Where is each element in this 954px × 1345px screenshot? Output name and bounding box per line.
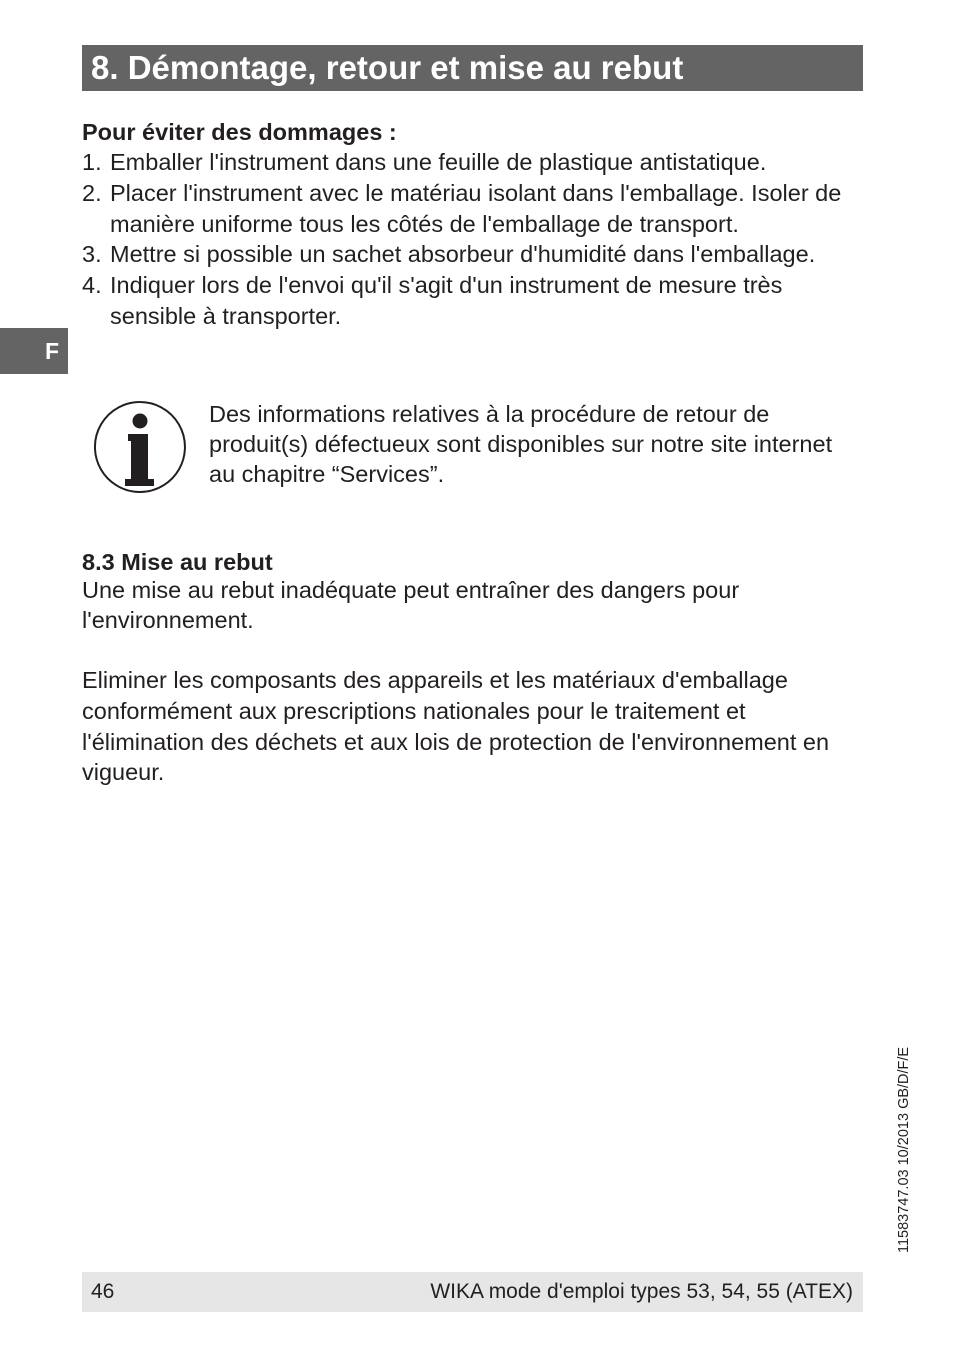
document-code: 11583747.03 10/2013 GB/D/F/E (896, 1046, 912, 1253)
step-number: 1. (82, 149, 102, 175)
avoid-damage-heading: Pour éviter des dommages : (82, 119, 397, 145)
step-text: Emballer l'instrument dans une feuille de plastique antistatique. (110, 149, 767, 175)
info-note-text: Des informations relatives à la procédure de retour de produit(s) défectueux sont disponibles sur notre site internet au chapitre “Services”. (209, 401, 833, 487)
step-number: 4. (82, 272, 102, 299)
page-footer (82, 1272, 863, 1312)
step-text: Placer l'instrument avec le matériau isolant dans l'emballage. Isoler de manière uniforme tous les côtés de l'emballage de transport. (110, 179, 842, 237)
section-title-bar (82, 45, 863, 91)
info-icon (92, 399, 188, 495)
step-text: Indiquer lors de l'envoi qu'il s'agit d'un instrument de mesure très sensible à transporter. (110, 272, 783, 329)
step-number: 3. (82, 241, 102, 268)
disposal-heading: 8.3 Mise au rebut (82, 549, 273, 575)
language-tab: F (0, 328, 68, 374)
page-number: 46 (91, 1280, 115, 1303)
footer-document-title: WIKA mode d'emploi types 53, 54, 55 (ATEX) (430, 1280, 853, 1303)
disposal-paragraph-2: Eliminer les composants des appareils et les matériaux d'emballage conformément aux prescriptions nationales pour le traitement et l'élimination des déchets et aux lois de protection de l'environnement en vigueur. (82, 667, 830, 786)
step-number: 2. (82, 179, 102, 206)
list-item (82, 270, 867, 332)
page-title: 8. Démontage, retour et mise au rebut (91, 49, 684, 86)
packing-steps-list (82, 147, 867, 332)
step-text: Mettre si possible un sachet absorbeur d'humidité dans l'emballage. (110, 241, 816, 268)
list-item (82, 239, 867, 270)
list-item (82, 178, 867, 240)
disposal-paragraph-1: Une mise au rebut inadéquate peut entraîner des dangers pour l'environnement. (82, 577, 740, 633)
list-item (82, 147, 867, 178)
